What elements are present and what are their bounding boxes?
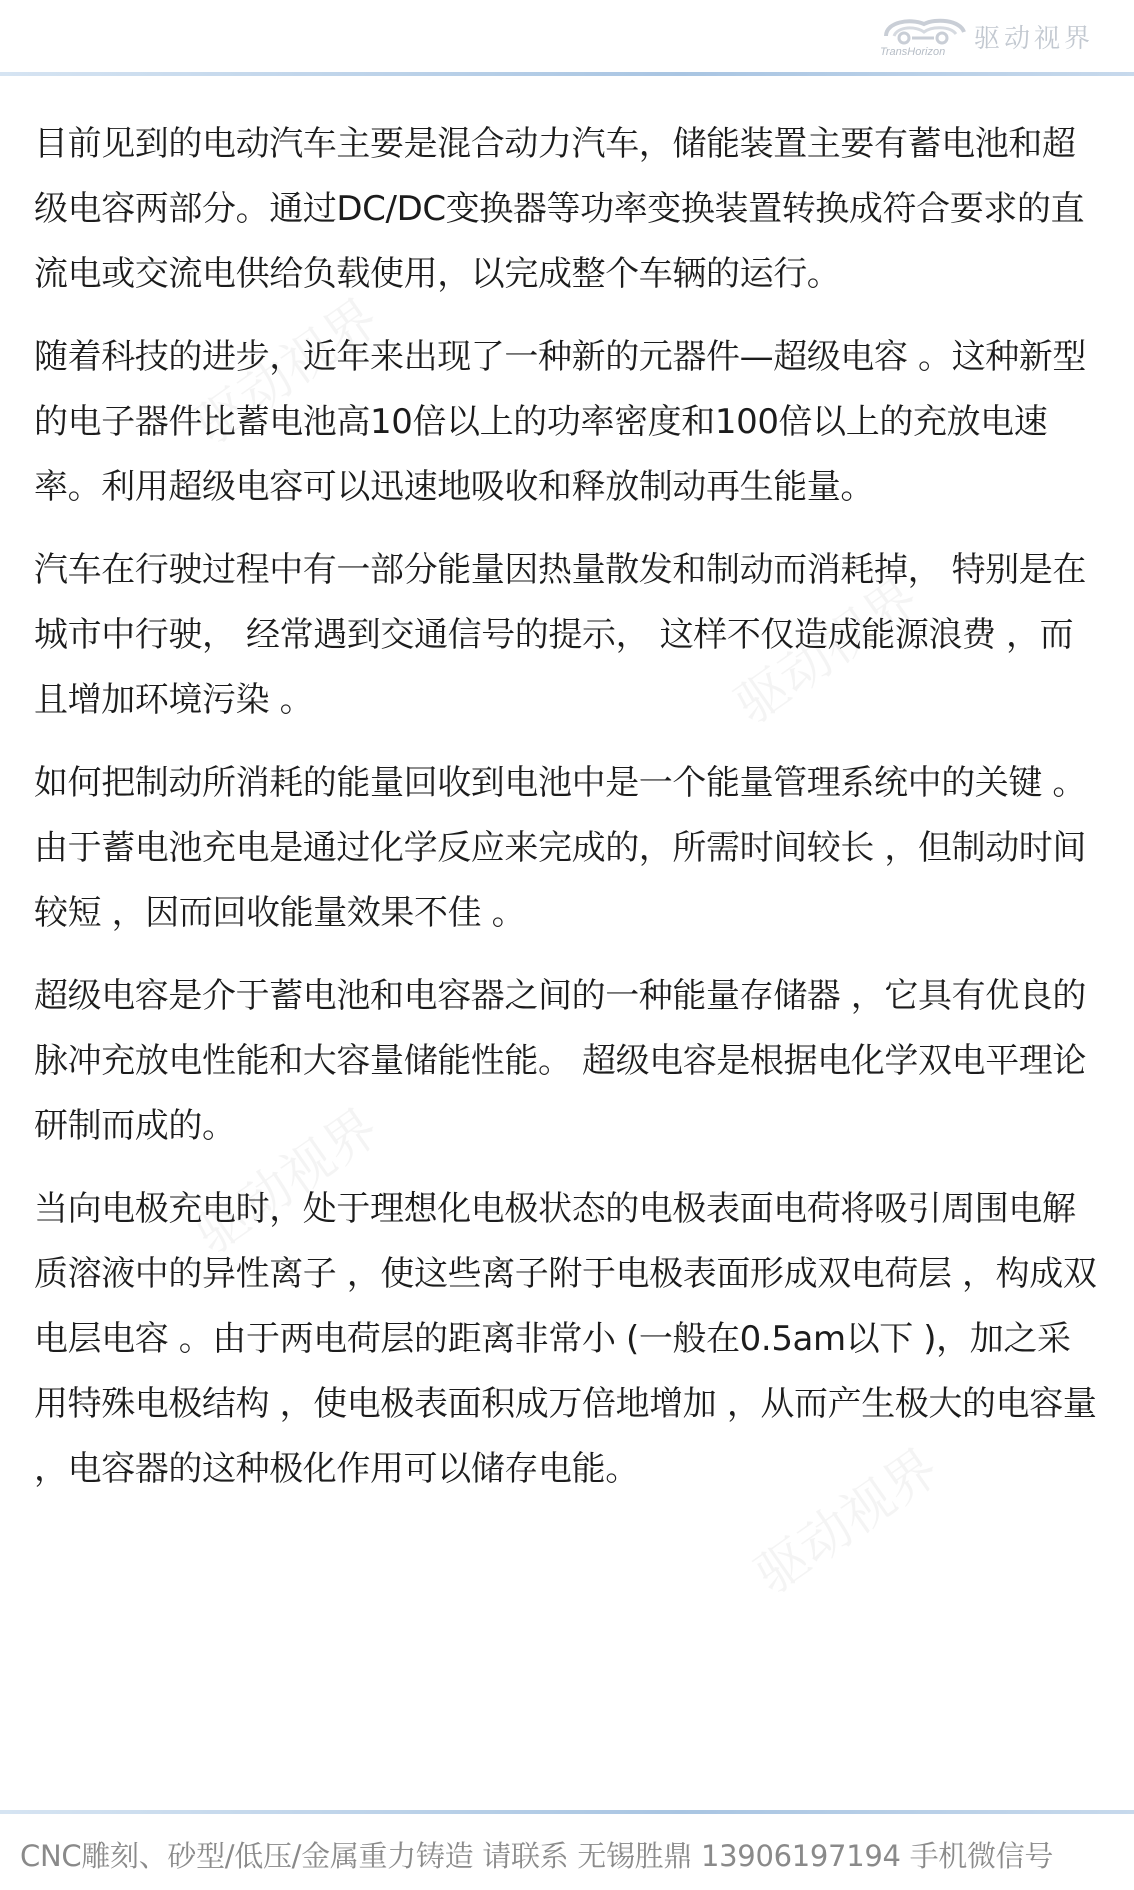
brand-logo (880, 14, 1094, 60)
footer-contact-text: CNC雕刻、砂型/低压/金属重力铸造 请联系 无锡胜鼎 13906197194 手机微信号 (20, 1839, 1054, 1873)
paragraph: 超级电容是介于蓄电池和电容器之间的一种能量存储器 ，它具有优良的脉冲充放电性能和大容量储能性能。 超级电容是根据电化学双电平理论研制而成的。 (34, 976, 1087, 1146)
article-body (34, 112, 1102, 1520)
paragraph: 随着科技的进步，近年来出现了一种新的元器件—超级电容 。这种新型的电子器件比蓄电池高10倍以上的功率密度和100倍以上的充放电速率。利用超级电容可以迅速地吸收和释放制动再生能量。 (34, 337, 1087, 507)
watermark: 驱动视界 (724, 567, 930, 737)
watermark: 驱动视界 (184, 287, 390, 457)
paragraph: 当向电极充电时，处于理想化电极状态的电极表面电荷将吸引周围电解质溶液中的异性离子 ，使这些离子附于电极表面形成双电荷层 ，构成双电层电容 。由于两电荷层的距离非常小 (一般在0.5am以下 )，加之采用特殊电极结构 ，使电极表面积成万倍地增加 ，从而产生极大的电容量 ，电容器的这种极化作用可以储存电能。 (34, 1189, 1097, 1489)
watermark: 驱动视界 (184, 1097, 390, 1267)
car-swirl-icon (880, 14, 968, 60)
paragraph: 目前见到的电动汽车主要是混合动力汽车，储能装置主要有蓄电池和超级电容两部分。通过DC/DC变换器等功率变换装置转换成符合要求的直流电或交流电供给负载使用，以完成整个车辆的运行。 (34, 124, 1085, 294)
page-footer (0, 1814, 1134, 1890)
brand-name-en: TransHorizon (879, 46, 946, 58)
brand-name-cn: 驱动视界 (973, 24, 1094, 54)
watermark: 驱动视界 (744, 1437, 950, 1607)
page-header (0, 0, 1134, 72)
paragraph: 汽车在行驶过程中有一部分能量因热量散发和制动而消耗掉， 特别是在城市中行驶， 经常遇到交通信号的提示， 这样不仅造成能源浪费 ，而且增加环境污染 。 (34, 550, 1087, 720)
header-divider (0, 72, 1134, 76)
paragraph: 如何把制动所消耗的能量回收到电池中是一个能量管理系统中的关键 。由于蓄电池充电是通过化学反应来完成的，所需时间较长 ，但制动时间较短 ，因而回收能量效果不佳 。 (34, 763, 1087, 933)
